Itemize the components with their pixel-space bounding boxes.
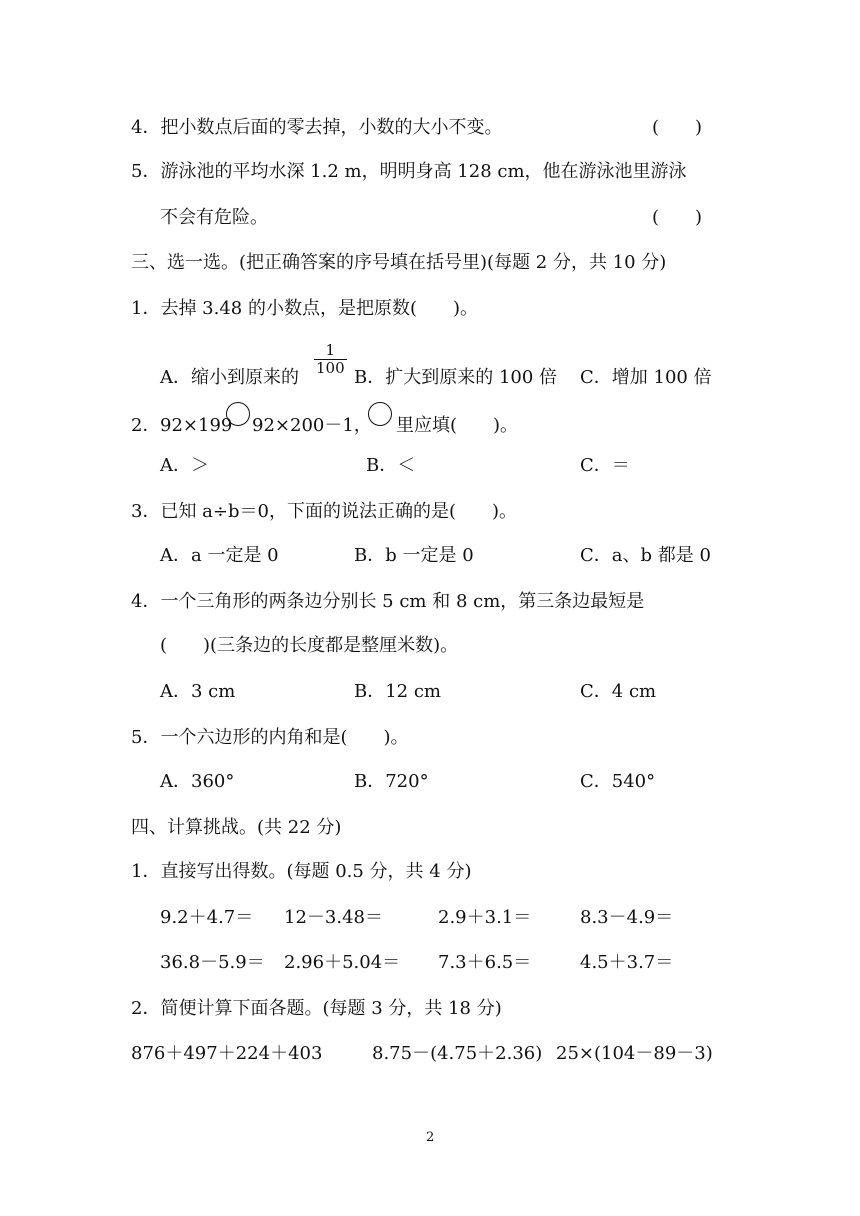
section3-title: 三、选一选。(把正确答案的序号填在括号里)(每题 2 分，共 10 分) [131,252,667,273]
simplify-item: 25×(104－89－3) [556,1043,713,1064]
s3-q4-option-c[interactable]: C．4 cm [580,681,657,702]
s3-q5-option-c[interactable]: C．540° [580,771,656,792]
s3-q2-suffix: 里应填( )。 [396,415,519,436]
s3-q1-option-a[interactable]: A．缩小到原来的 [160,367,299,388]
s3-q5-option-a[interactable]: A．360° [160,771,235,792]
s3-q1-option-b[interactable]: B．扩大到原来的 100 倍 [354,367,558,388]
section4-title: 四、计算挑战。(共 22 分) [131,817,342,838]
s3-q3-option-c[interactable]: C．a、b 都是 0 [580,545,711,566]
judge-q5-answer-paren[interactable]: ( ) [652,207,703,228]
s3-q2-option-b[interactable]: B．＜ [366,455,416,476]
calc-item: 2.96＋5.04＝ [284,952,401,973]
s3-q2-number: 2． [131,415,161,436]
calc-item: 7.3＋6.5＝ [438,952,532,973]
s3-q4-option-a[interactable]: A．3 cm [160,681,236,702]
judge-q4: 4．把小数点后面的零去掉，小数的大小不变。 [131,117,503,138]
calc-item: 2.9＋3.1＝ [438,907,532,928]
s3-q3-option-b[interactable]: B．b 一定是 0 [354,545,474,566]
s3-q2-option-c[interactable]: C．＝ [580,455,630,476]
fraction-denominator: 100 [316,359,345,377]
calc-item: 12－3.48＝ [284,907,383,928]
calc-item: 36.8－5.9＝ [160,952,265,973]
s3-q4-option-b[interactable]: B．12 cm [354,681,442,702]
s4-part2-title: 2．简便计算下面各题。(每题 3 分，共 18 分) [131,998,502,1019]
s3-q5-option-b[interactable]: B．720° [354,771,429,792]
s3-q2-left-expr: 92×199 [160,415,233,436]
s3-q1-text: 1．去掉 3.48 的小数点，是把原数( )。 [131,298,479,319]
compare-circle-reference [368,402,392,426]
simplify-item: 876＋497＋224＋403 [131,1043,323,1064]
s3-q3-option-a[interactable]: A．a 一定是 0 [160,545,279,566]
s3-q2-option-a[interactable]: A．＞ [160,455,209,476]
s3-q2-right-expr: 92×200－1， [252,415,372,436]
fraction-one-hundredth [314,342,347,377]
s3-q4-line1: 4．一个三角形的两条边分别长 5 cm 和 8 cm，第三条边最短是 [131,591,645,612]
s4-part1-title: 1．直接写出得数。(每题 0.5 分，共 4 分) [131,861,472,882]
s3-q5-text: 5．一个六边形的内角和是( )。 [131,727,409,748]
calc-item: 9.2＋4.7＝ [160,907,254,928]
s3-q4-line2: ( )(三条边的长度都是整厘米数)。 [160,635,459,656]
compare-circle-blank[interactable] [226,402,250,426]
page-number: 2 [426,1130,435,1145]
fraction-numerator: 1 [325,341,336,359]
simplify-item: 8.75－(4.75＋2.36) [372,1043,543,1064]
judge-q5-line1: 5．游泳池的平均水深 1.2 m，明明身高 128 cm，他在游泳池里游泳 [131,161,687,182]
judge-q5-line2: 不会有危险。 [160,207,268,228]
calc-item: 8.3－4.9＝ [580,907,674,928]
calc-item: 4.5＋3.7＝ [580,952,674,973]
s3-q3-text: 3．已知 a÷b＝0，下面的说法正确的是( )。 [131,501,518,522]
s3-q1-option-c[interactable]: C．增加 100 倍 [580,367,712,388]
judge-q4-answer-paren[interactable]: ( ) [652,117,703,138]
